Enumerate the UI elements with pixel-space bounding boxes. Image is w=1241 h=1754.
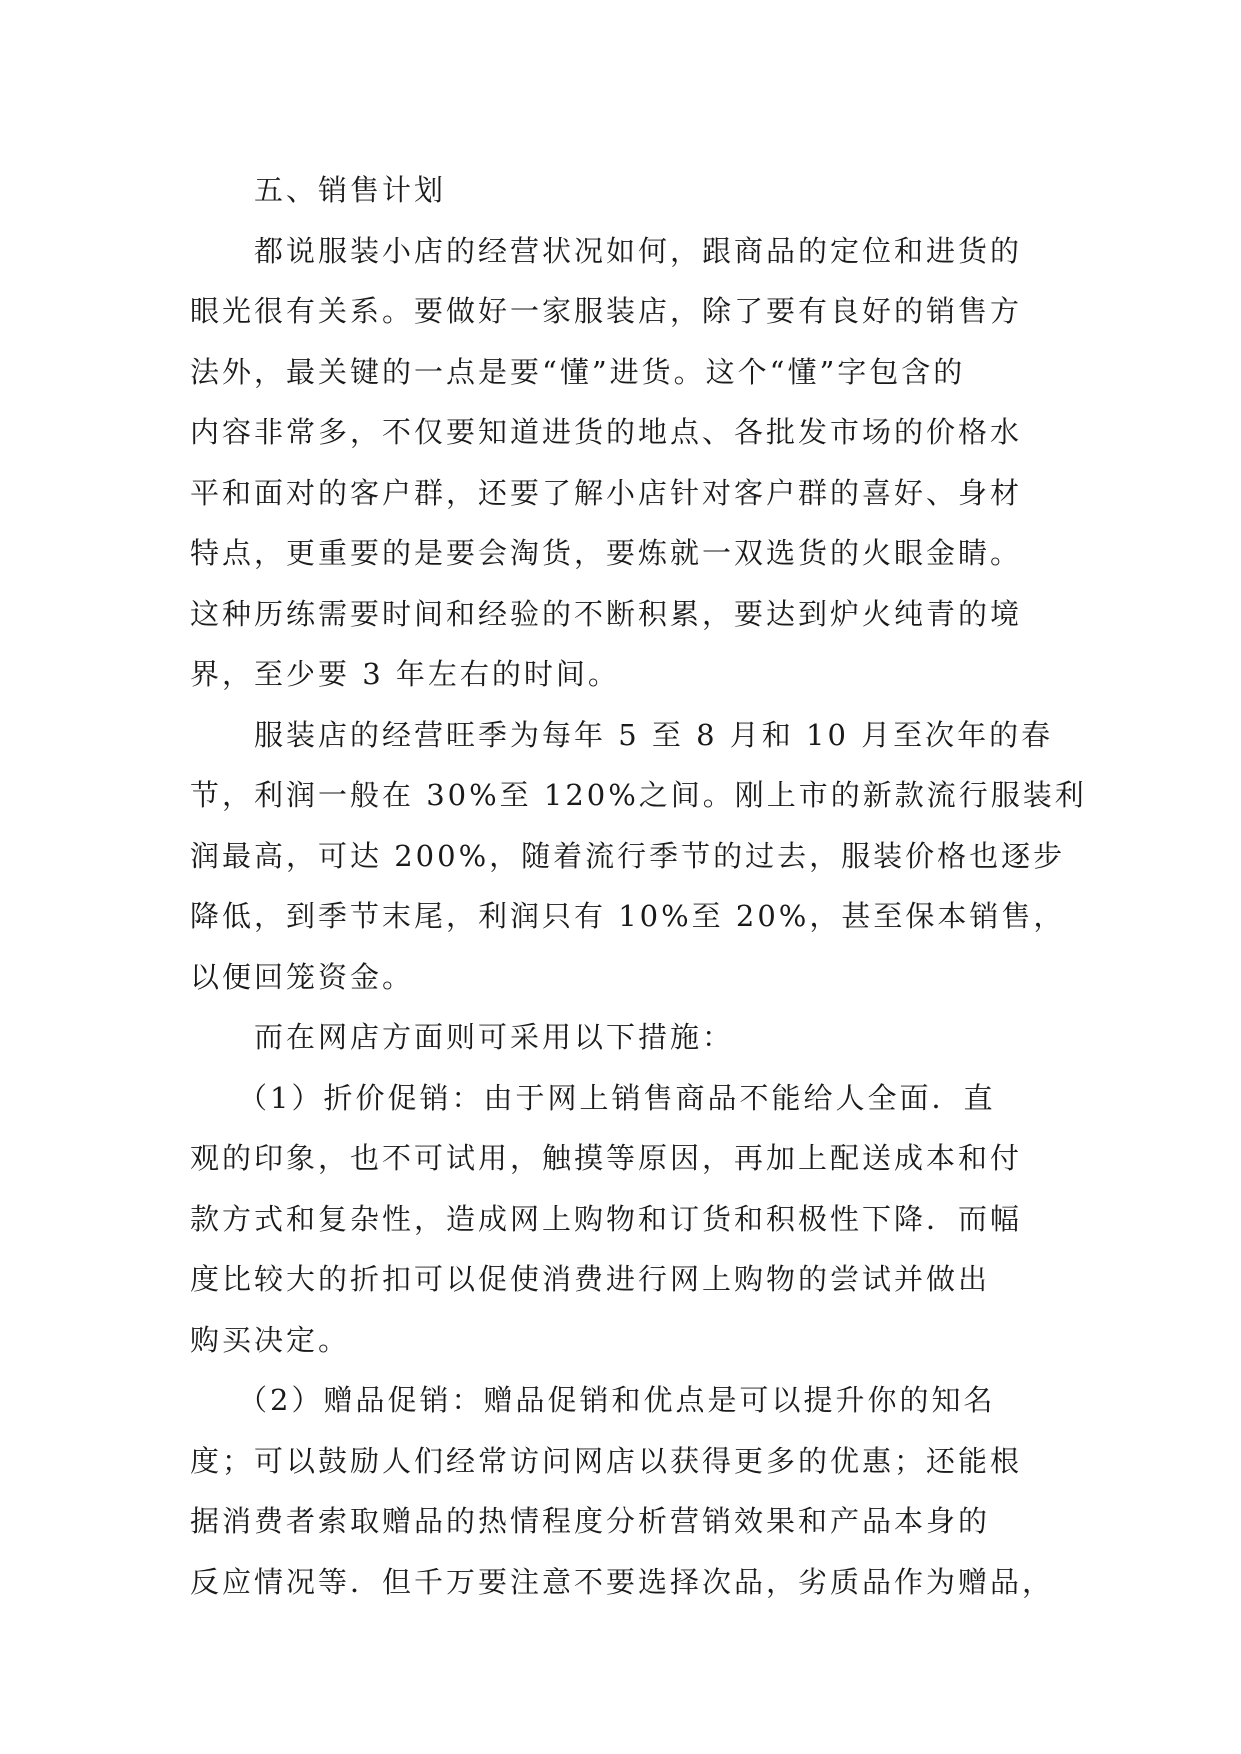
section-heading: 五、销售计划	[254, 173, 447, 207]
text-line: 润最高，可达 200%，随着流行季节的过去，服装价格也逐步	[190, 838, 1066, 873]
text-line: 平和面对的客户群，还要了解小店针对客户群的喜好、身材	[190, 475, 1023, 510]
list-item: （1）折价促销：由于网上销售商品不能给人全面．直	[238, 1080, 996, 1115]
text-line: 降低，到季节末尾，利润只有 10%至 20%，甚至保本销售，	[190, 899, 1066, 933]
text-line: 以便回笼资金。	[190, 959, 415, 994]
text-line: 款方式和复杂性，造成网上购物和订货和积极性下降．而幅	[190, 1201, 1023, 1236]
text-line: 特点，更重要的是要会淘货，要炼就一双选货的火眼金睛。	[190, 536, 1023, 570]
text-line: 观的印象，也不可试用，触摸等原因，再加上配送成本和付	[190, 1141, 1023, 1175]
text-line: 度比较大的折扣可以促使消费进行网上购物的尝试并做出	[190, 1262, 991, 1296]
text-line: 购买决定。	[190, 1322, 351, 1357]
text-line: 内容非常多，不仅要知道进货的地点、各批发市场的价格水	[190, 415, 1023, 449]
text-line: 而在网店方面则可采用以下措施：	[254, 1020, 735, 1054]
text-line: 节，利润一般在 30%至 120%之间。刚上市的新款流行服装利	[190, 778, 1087, 812]
list-item: （2）赠品促销：赠品促销和优点是可以提升你的知名	[238, 1383, 996, 1417]
text-line: 这种历练需要时间和经验的不断积累，要达到炉火纯青的境	[190, 596, 1023, 631]
text-line: 服装店的经营旺季为每年 5 至 8 月和 10 月至次年的春	[254, 717, 1054, 752]
text-line: 界，至少要 3 年左右的时间。	[190, 657, 620, 691]
text-line: 眼光很有关系。要做好一家服装店，除了要有良好的销售方	[190, 294, 1023, 328]
document-body	[190, 160, 1087, 1612]
text-line: 反应情况等．但千万要注意不要选择次品，劣质品作为赠品，	[190, 1564, 1055, 1599]
text-line: 据消费者索取赠品的热情程度分析营销效果和产品本身的	[190, 1504, 991, 1538]
text-line: 度；可以鼓励人们经常访问网店以获得更多的优惠；还能根	[190, 1443, 1023, 1478]
text-line: 都说服装小店的经营状况如何，跟商品的定位和进货的	[254, 233, 1023, 268]
text-line: 法外，最关键的一点是要“懂”进货。这个“懂”字包含的	[190, 354, 966, 389]
